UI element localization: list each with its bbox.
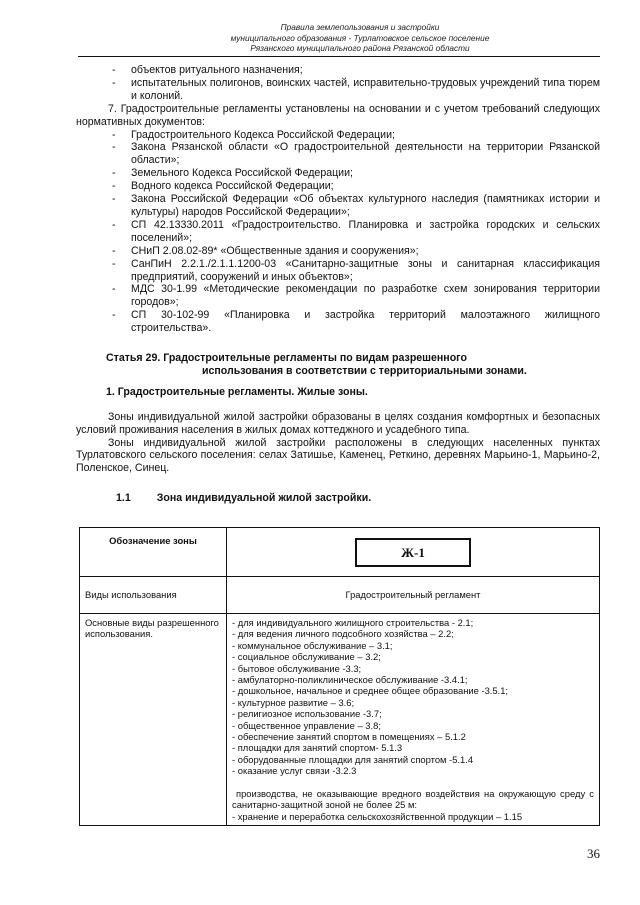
list-item: - культурное развитие – 3.6; (232, 696, 355, 708)
article-heading-line-1: Статья 29. Градостроительные регламенты по видам разрешенного (106, 352, 467, 365)
list-item: - бытовое обслуживание -3.3; (232, 662, 362, 674)
zone-paragraph-1: Зоны индивидуальной жилой застройки образованы в целях создания комфортных и безопасных условий проживания населения в жилых домах коттеджного и усадебного типа. (76, 410, 600, 436)
header-divider (78, 56, 600, 57)
list-item: - обеспечение занятий спортом в помещениях – 5.1.2 (232, 731, 466, 743)
section-heading: 1. Градостроительные регламенты. Жилые зоны. (106, 385, 368, 398)
page-header (150, 22, 570, 54)
list-item: - испытательных полигонов, воинских частей, исправительно-трудовых учреждений типа тюрем и колоний. (76, 77, 600, 103)
column-header-uses: Виды использования (80, 577, 227, 614)
row-label-main-uses: Основные виды разрешенного использования. (80, 614, 227, 826)
article-heading-line-2: использования в соответствии с территориальными зонами. (202, 364, 527, 377)
table-row (80, 614, 600, 826)
list-item: - Закона Российской Федерации «Об объектах культурного наследия (памятниках истории и культуры) народов Российской Федерации»; (76, 193, 600, 219)
list-item: - для ведения личного подсобного хозяйства – 2.2; (232, 628, 454, 640)
production-note: производства, не оказывающие вредного воздействия на окружающую среду с санитарно-защитной зоной не более 25 м: (232, 787, 594, 811)
list-item: - оборудованные площадки для занятий спортом -5.1.4 (232, 753, 474, 765)
list-item: - Водного кодекса Российской Федерации; (76, 180, 600, 193)
uses-list (232, 617, 594, 777)
list-item: - СП 42.13330.2011 «Градостроительство. Планировка и застройка городских и сельских поселений»; (76, 219, 600, 245)
paragraph-7: 7. Градостроительные регламенты установлены на основании и с учетом требований следующих нормативных документов: (76, 102, 600, 128)
zone-label: Обозначение зоны (109, 535, 197, 546)
list-item: - площадки для занятий спортом- 5.1.3 (232, 742, 403, 754)
list-item: - МДС 30-1.99 «Методические рекомендации по разработке схем зонирования территории городов»; (76, 283, 600, 309)
list-item: - религиозное использование -3.7; (232, 708, 382, 720)
list-item: - для индивидуального жилищного строительства - 2.1; (232, 617, 474, 628)
list-item: - социальное обслуживание – 3.2; (232, 651, 381, 663)
zone-regulation-table (79, 527, 600, 826)
column-header-regulation: Градостроительный регламент (227, 577, 600, 614)
zone-paragraph-2: Зоны индивидуальной жилой застройки расположены в следующих населенных пунктах Турлатовского сельского поселения: селах Затишье, Каменец, Реткино, деревнях Марьино-1, Марьино-2, Поленское, Синец. (76, 436, 600, 475)
list-item: - Закона Рязанской области «О градостроительной деятельности на территории Рязанской области»; (76, 141, 600, 167)
zone-label-cell (80, 528, 227, 577)
subsection-number: 1.1 (116, 492, 131, 505)
page-number: 36 (587, 846, 600, 861)
table-row (80, 528, 600, 577)
list-item: - дошкольное, начальное и среднее общее образование -3.5.1; (232, 685, 509, 697)
zone-code-cell (227, 528, 600, 577)
list-item: - оказание услуг связи -3.2.3 (232, 765, 357, 777)
list-item: - коммунальное обслуживание – 3.1; (232, 639, 393, 651)
header-line-1: Правила землепользования и застройки (280, 22, 440, 32)
list-item: - общественное управление – 3.8; (232, 719, 381, 731)
article-heading (76, 352, 600, 378)
list-item: - амбулаторно-поликлиническое обслуживание -3.4.1; (232, 674, 468, 686)
list-item: - СНиП 2.08.02-89* «Общественные здания и сооружения»; (76, 245, 600, 258)
uses-cell (227, 614, 600, 826)
list-item: - Градостроительного Кодекса Российской Федерации; (76, 129, 600, 142)
intro-list (76, 64, 600, 103)
list-item: - Земельного Кодекса Российской Федерации; (76, 167, 600, 180)
document-body (76, 64, 600, 505)
subsection-heading (76, 492, 600, 505)
list-item: - СП 30-102-99 «Планировка и застройка территорий малоэтажного жилищного строительства». (76, 309, 600, 335)
header-line-3: Рязанского муниципального района Рязанской области (250, 43, 470, 53)
table-row (80, 577, 600, 614)
list-item: - объектов ритуального назначения; (76, 64, 600, 77)
subsection-title: Зона индивидуальной жилой застройки. (156, 492, 372, 505)
zone-code: Ж-1 (355, 538, 471, 567)
list-item: - СанПиН 2.2.1./2.1.1.1200-03 «Санитарно-защитные зоны и санитарная классификация предприятий, сооружений и иных объектов»; (76, 258, 600, 284)
normative-docs-list (76, 129, 600, 336)
production-item: - хранение и переработка сельскохозяйственной продукции – 1.15 (232, 810, 523, 822)
header-line-2: муниципального образования - Турлатовское сельское поселение (230, 32, 490, 43)
